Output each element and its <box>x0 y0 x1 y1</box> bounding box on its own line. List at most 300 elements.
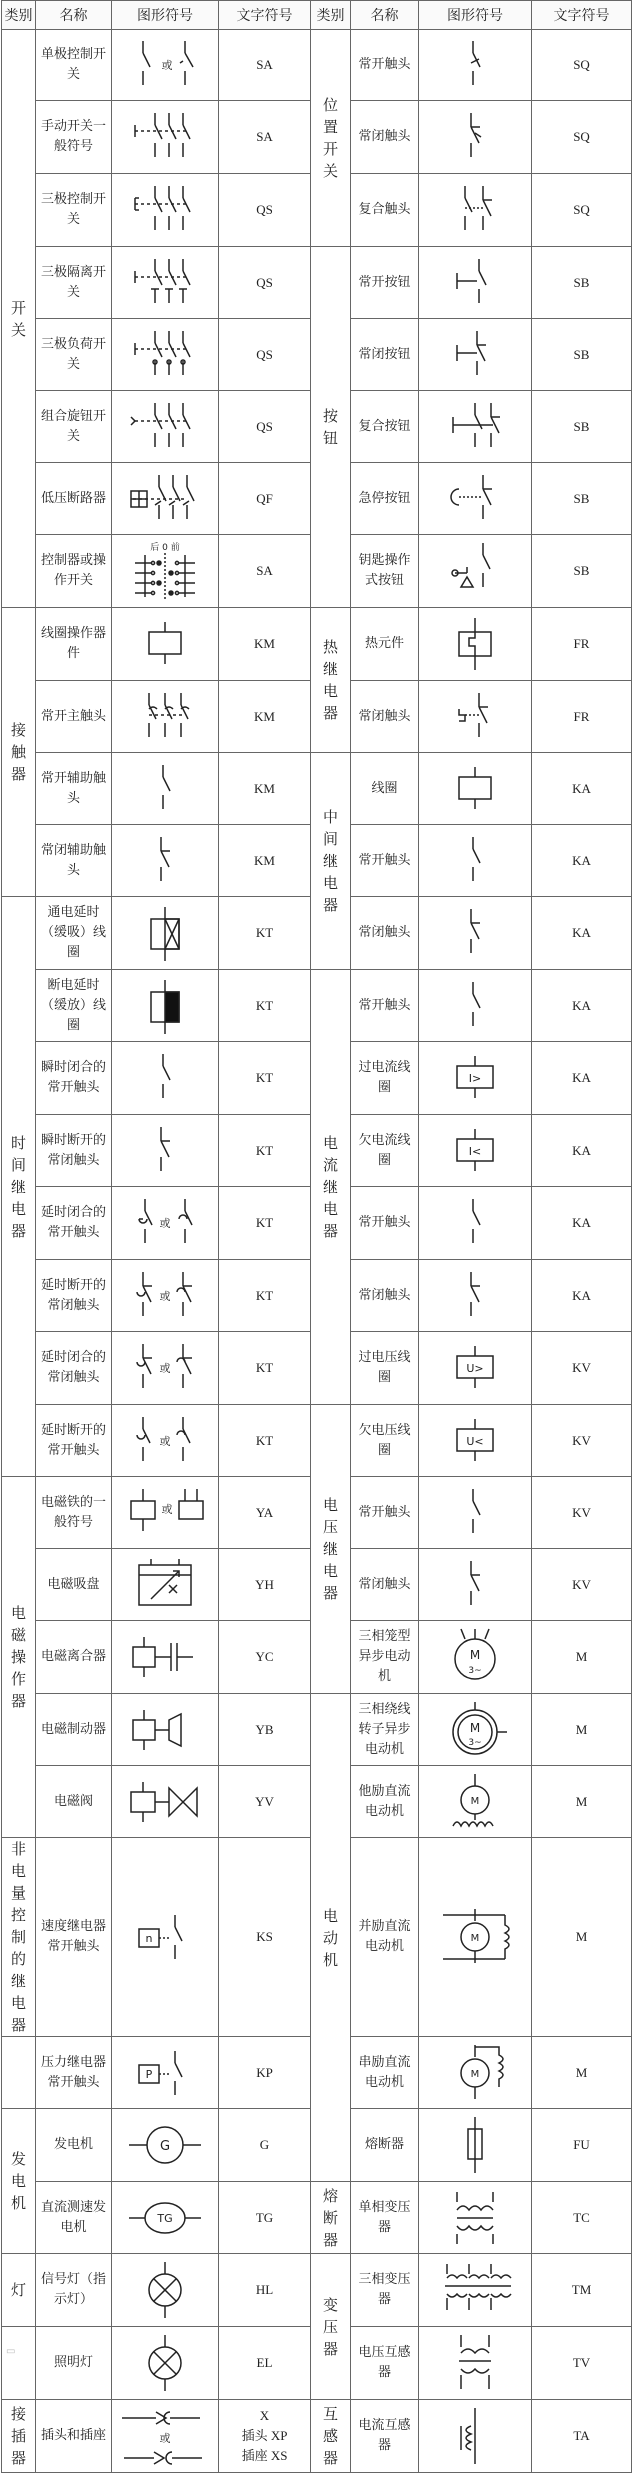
isolating-switch-icon <box>112 253 218 313</box>
right-item-code: KA <box>532 897 632 970</box>
right-item-symbol <box>419 463 532 535</box>
manual-switch-icon <box>112 107 218 167</box>
svg-text:或: 或 <box>159 1434 171 1448</box>
left-item-code: KT <box>219 1187 311 1260</box>
table-row <box>2 1694 632 1766</box>
right-item-code: M <box>532 1694 632 1766</box>
table-row <box>2 2254 632 2327</box>
right-item-code: KV <box>532 1549 632 1621</box>
right-item-symbol <box>419 825 532 897</box>
dc-motor-separate-icon <box>419 1772 531 1832</box>
table-row <box>2 30 632 101</box>
left-category: 发 电 机 <box>2 2109 36 2254</box>
left-item-symbol <box>112 753 219 825</box>
right-item-name: 过电压线圈 <box>351 1332 419 1405</box>
right-item-name: 急停按钮 <box>351 463 419 535</box>
key-button-icon <box>419 541 531 601</box>
right-item-name: 常闭触头 <box>351 681 419 753</box>
current-transformer-icon <box>419 2406 531 2466</box>
left-item-symbol <box>112 825 219 897</box>
right-item-code: M <box>532 1838 632 2037</box>
header-symbol-right: 图形符号 <box>419 1 532 30</box>
left-item-code: QS <box>219 247 311 319</box>
right-item-name: 他励直流电动机 <box>351 1766 419 1838</box>
left-item-code: QS <box>219 174 311 247</box>
left-item-symbol <box>112 319 219 391</box>
nc-contact-icon <box>112 831 218 891</box>
right-item-name: 常闭触头 <box>351 1260 419 1332</box>
no-button-icon <box>419 253 531 313</box>
left-item-code: KT <box>219 1405 311 1477</box>
left-item-code: QF <box>219 463 311 535</box>
table-row <box>2 1405 632 1477</box>
nc-contact-icon <box>419 1266 531 1326</box>
left-item-code: SA <box>219 30 311 101</box>
right-item-symbol <box>419 1042 532 1115</box>
left-item-name: 发电机 <box>36 2109 112 2182</box>
header-category: 类别 <box>2 1 36 30</box>
single-phase-transformer-icon <box>419 2188 531 2248</box>
left-item-code: X 插头 XP 插座 XS <box>219 2400 311 2473</box>
right-item-symbol <box>419 535 532 608</box>
voltage-transformer-icon <box>419 2333 531 2393</box>
svg-text:M: M <box>469 1720 481 1735</box>
right-item-symbol <box>419 2182 532 2254</box>
svg-text:或: 或 <box>159 1362 171 1375</box>
right-item-symbol <box>419 2327 532 2400</box>
left-item-symbol <box>112 1621 219 1694</box>
right-item-name: 常开触头 <box>351 1187 419 1260</box>
right-item-name: 常开触头 <box>351 30 419 101</box>
tachogenerator-icon <box>112 2188 218 2248</box>
header-symbol: 图形符号 <box>112 1 219 30</box>
right-item-symbol <box>419 1260 532 1332</box>
right-item-symbol <box>419 2109 532 2182</box>
right-category: 电 压 继 电 器 <box>311 1405 351 1694</box>
dc-motor-series-icon <box>419 2043 531 2103</box>
left-item-symbol <box>112 535 219 608</box>
left-item-code: KT <box>219 1042 311 1115</box>
svg-text:或: 或 <box>159 1217 171 1230</box>
right-item-code: SB <box>532 463 632 535</box>
right-category: 电 流 继 电 器 <box>311 970 351 1405</box>
coil-icon <box>419 759 531 819</box>
nc-contact-icon <box>419 903 531 963</box>
left-category <box>2 2037 36 2109</box>
left-item-symbol <box>112 2109 219 2182</box>
header-name: 名称 <box>36 1 112 30</box>
right-item-name: 钥匙操作式按钮 <box>351 535 419 608</box>
left-item-name: 瞬时闭合的常开触头 <box>36 1042 112 1115</box>
single-pole-switch-icon <box>112 35 218 95</box>
right-category: 互 感 器 <box>311 2400 351 2473</box>
right-item-name: 复合触头 <box>351 174 419 247</box>
right-item-code: KA <box>532 825 632 897</box>
right-item-name: 电压互感器 <box>351 2327 419 2400</box>
left-item-name: 电磁制动器 <box>36 1694 112 1766</box>
left-item-code: KM <box>219 825 311 897</box>
right-item-code: SQ <box>532 101 632 174</box>
header-code: 文字符号 <box>219 1 311 30</box>
svg-text:U>: U> <box>466 1362 484 1375</box>
right-item-symbol <box>419 174 532 247</box>
svg-text:M: M <box>470 2068 480 2080</box>
emergency-stop-icon <box>419 469 531 529</box>
left-item-code: KP <box>219 2037 311 2109</box>
left-item-code: KT <box>219 1332 311 1405</box>
left-item-symbol <box>112 463 219 535</box>
right-item-name: 欠电压线圈 <box>351 1405 419 1477</box>
left-item-name: 信号灯（指示灯） <box>36 2254 112 2327</box>
solenoid-valve-icon <box>112 1772 218 1832</box>
right-item-symbol <box>419 2400 532 2473</box>
svg-text:I<: I< <box>468 1144 482 1158</box>
undercurrent-coil-icon <box>419 1121 531 1181</box>
svg-text:或: 或 <box>159 2432 171 2445</box>
right-item-symbol <box>419 1621 532 1694</box>
right-item-code: M <box>532 1621 632 1694</box>
right-item-code: TC <box>532 2182 632 2254</box>
right-item-name: 常闭触头 <box>351 1549 419 1621</box>
fuse-icon <box>419 2115 531 2175</box>
left-category: 接 插 器 <box>2 2400 36 2473</box>
left-category: 开 关 <box>2 30 36 608</box>
left-item-symbol <box>112 2327 219 2400</box>
generator-icon <box>112 2115 218 2175</box>
left-item-code: KM <box>219 681 311 753</box>
left-item-name: 照明灯 <box>36 2327 112 2400</box>
left-item-name: 低压断路器 <box>36 463 112 535</box>
left-category: 非 电 量 控 制 的 继 电 器 <box>2 1838 36 2037</box>
compound-button-icon <box>419 397 531 457</box>
svg-text:P: P <box>145 2067 153 2081</box>
right-item-symbol <box>419 1187 532 1260</box>
left-item-name: 三极负荷开关 <box>36 319 112 391</box>
left-item-name: 组合旋钮开关 <box>36 391 112 463</box>
right-item-code: SQ <box>532 30 632 101</box>
left-item-code: QS <box>219 391 311 463</box>
svg-text:TG: TG <box>157 2211 173 2225</box>
table-row <box>2 2400 632 2473</box>
left-item-symbol <box>112 1115 219 1187</box>
rotary-switch-icon <box>112 397 218 457</box>
electromagnet-icon <box>112 1483 218 1543</box>
right-item-code: FR <box>532 608 632 681</box>
right-item-name: 三相笼型异步电动机 <box>351 1621 419 1694</box>
left-item-name: 延时闭合的常开触头 <box>36 1187 112 1260</box>
left-item-symbol <box>112 1405 219 1477</box>
magnetic-clutch-icon <box>112 1627 218 1687</box>
right-item-symbol <box>419 2254 532 2327</box>
left-item-name: 手动开关一般符号 <box>36 101 112 174</box>
left-item-name: 直流测速发电机 <box>36 2182 112 2254</box>
left-item-code: SA <box>219 535 311 608</box>
right-item-name: 线圈 <box>351 753 419 825</box>
right-item-symbol <box>419 1405 532 1477</box>
right-item-name: 欠电流线圈 <box>351 1115 419 1187</box>
left-item-code: YB <box>219 1694 311 1766</box>
header-row <box>2 1 632 30</box>
left-item-name: 断电延时（缓放）线圈 <box>36 970 112 1042</box>
right-item-name: 三相变压器 <box>351 2254 419 2327</box>
magnetic-brake-icon <box>112 1700 218 1760</box>
delay-no-open-icon <box>112 1411 218 1471</box>
left-item-name: 延时断开的常开触头 <box>36 1405 112 1477</box>
right-item-name: 熔断器 <box>351 2109 419 2182</box>
right-item-code: SB <box>532 247 632 319</box>
watermark: ▭ <box>6 2346 16 2357</box>
left-item-name: 通电延时（缓吸）线圈 <box>36 897 112 970</box>
right-item-code: KV <box>532 1405 632 1477</box>
left-item-code: G <box>219 2109 311 2182</box>
svg-text:I>: I> <box>468 1072 482 1085</box>
left-item-symbol <box>112 897 219 970</box>
left-item-name: 三极控制开关 <box>36 174 112 247</box>
right-item-code: KA <box>532 1115 632 1187</box>
on-delay-coil-icon <box>112 903 218 963</box>
undervoltage-coil-icon <box>419 1411 531 1471</box>
right-item-name: 并励直流电动机 <box>351 1838 419 2037</box>
left-item-name: 常闭辅助触头 <box>36 825 112 897</box>
svg-text:或: 或 <box>161 59 173 72</box>
signal-lamp-icon <box>112 2260 218 2320</box>
right-item-symbol <box>419 897 532 970</box>
left-item-code: KM <box>219 753 311 825</box>
right-category: 按 钮 <box>311 247 351 608</box>
left-category: 接 触 器 <box>2 608 36 897</box>
circuit-breaker-icon <box>112 469 218 529</box>
right-item-code: KV <box>532 1477 632 1549</box>
right-item-code: TV <box>532 2327 632 2400</box>
no-contact-icon <box>419 1483 531 1543</box>
left-item-symbol <box>112 1477 219 1549</box>
svg-text:3~: 3~ <box>468 1666 482 1676</box>
svg-text:后 0 前: 后 0 前 <box>150 543 180 553</box>
right-category: 变 压 器 <box>311 2254 351 2400</box>
left-item-name: 电磁离合器 <box>36 1621 112 1694</box>
header-code-right: 文字符号 <box>532 1 632 30</box>
left-item-symbol <box>112 247 219 319</box>
left-item-code: YH <box>219 1549 311 1621</box>
right-category: 位 置 开 关 <box>311 30 351 247</box>
left-item-name: 线圈操作器件 <box>36 608 112 681</box>
left-item-code: HL <box>219 2254 311 2327</box>
left-item-symbol <box>112 1260 219 1332</box>
left-category: 电 磁 操 作 器 <box>2 1477 36 1838</box>
left-category: 灯 <box>2 2254 36 2327</box>
right-item-code: TM <box>532 2254 632 2327</box>
svg-text:M: M <box>470 1795 480 1807</box>
right-item-code: M <box>532 1766 632 1838</box>
right-item-code: KA <box>532 970 632 1042</box>
right-item-name: 三相绕线转子异步电动机 <box>351 1694 419 1766</box>
right-item-symbol <box>419 1694 532 1766</box>
left-category: 时 间 继 电 器 <box>2 897 36 1477</box>
left-item-symbol <box>112 1838 219 2037</box>
left-item-code: TG <box>219 2182 311 2254</box>
left-item-name: 延时闭合的常闭触头 <box>36 1332 112 1405</box>
left-item-name: 压力继电器常开触头 <box>36 2037 112 2109</box>
plug-socket-icon <box>112 2404 218 2468</box>
left-category <box>2 2327 36 2400</box>
right-item-symbol <box>419 753 532 825</box>
left-item-code: QS <box>219 319 311 391</box>
left-item-symbol <box>112 681 219 753</box>
nc-button-icon <box>419 325 531 385</box>
header-name-right: 名称 <box>351 1 419 30</box>
table-row <box>2 2182 632 2254</box>
left-item-code: YC <box>219 1621 311 1694</box>
thermal-element-icon <box>419 614 531 674</box>
main-contact-icon <box>112 687 218 747</box>
right-item-code: KA <box>532 1187 632 1260</box>
right-item-symbol <box>419 1838 532 2037</box>
table-row <box>2 247 632 319</box>
symbol-table <box>1 0 632 2473</box>
limit-compound-icon <box>419 180 531 240</box>
right-item-name: 电流互感器 <box>351 2400 419 2473</box>
right-item-code: M <box>532 2037 632 2109</box>
svg-text:n: n <box>145 1932 153 1945</box>
right-item-symbol <box>419 970 532 1042</box>
right-item-code: KA <box>532 753 632 825</box>
right-item-code: SB <box>532 391 632 463</box>
right-item-name: 热元件 <box>351 608 419 681</box>
left-item-name: 电磁阀 <box>36 1766 112 1838</box>
wound-motor-icon <box>419 1700 531 1760</box>
thermal-nc-icon <box>419 687 531 747</box>
no-contact-icon <box>419 976 531 1036</box>
table-row <box>2 753 632 825</box>
right-item-name: 常开触头 <box>351 825 419 897</box>
left-item-symbol <box>112 1332 219 1405</box>
right-item-code: FU <box>532 2109 632 2182</box>
right-item-symbol <box>419 30 532 101</box>
overvoltage-coil-icon <box>419 1338 531 1398</box>
left-item-name: 插头和插座 <box>36 2400 112 2473</box>
left-item-name: 电磁铁的一般符号 <box>36 1477 112 1549</box>
right-category: 中 间 继 电 器 <box>311 753 351 970</box>
left-item-symbol <box>112 2254 219 2327</box>
right-item-name: 单相变压器 <box>351 2182 419 2254</box>
no-contact-icon <box>112 1048 218 1108</box>
right-item-symbol <box>419 319 532 391</box>
speed-relay-icon <box>112 1907 218 1967</box>
coil-icon <box>112 614 218 674</box>
left-item-symbol <box>112 30 219 101</box>
right-category: 电 动 机 <box>311 1694 351 2182</box>
left-item-name: 瞬时断开的常闭触头 <box>36 1115 112 1187</box>
nc-contact-icon <box>112 1121 218 1181</box>
overcurrent-coil-icon <box>419 1048 531 1108</box>
no-contact-icon <box>419 1193 531 1253</box>
left-item-name: 三极隔离开关 <box>36 247 112 319</box>
no-contact-icon <box>419 831 531 891</box>
left-item-code: KT <box>219 970 311 1042</box>
right-item-code: KA <box>532 1042 632 1115</box>
nc-contact-icon <box>419 1555 531 1615</box>
lamp-icon <box>112 2333 218 2393</box>
pressure-relay-icon <box>112 2043 218 2103</box>
svg-text:M: M <box>470 1933 480 1944</box>
svg-text:或: 或 <box>161 1502 173 1516</box>
right-item-symbol <box>419 681 532 753</box>
motor-icon <box>419 1627 531 1687</box>
left-item-symbol <box>112 2037 219 2109</box>
right-item-name: 常闭触头 <box>351 101 419 174</box>
right-item-name: 常闭按钮 <box>351 319 419 391</box>
left-item-symbol <box>112 1549 219 1621</box>
right-item-symbol <box>419 608 532 681</box>
right-item-name: 串励直流电动机 <box>351 2037 419 2109</box>
left-item-symbol <box>112 174 219 247</box>
svg-text:3~: 3~ <box>468 1737 482 1748</box>
left-item-code: KM <box>219 608 311 681</box>
right-item-code: SB <box>532 535 632 608</box>
right-item-symbol <box>419 1332 532 1405</box>
left-item-code: YA <box>219 1477 311 1549</box>
right-item-name: 常闭触头 <box>351 897 419 970</box>
magnetic-chuck-icon <box>112 1555 218 1615</box>
right-item-name: 过电流线圈 <box>351 1042 419 1115</box>
left-item-code: YV <box>219 1766 311 1838</box>
right-item-symbol <box>419 1115 532 1187</box>
right-item-code: FR <box>532 681 632 753</box>
left-item-name: 常开辅助触头 <box>36 753 112 825</box>
right-item-code: TA <box>532 2400 632 2473</box>
left-item-symbol <box>112 608 219 681</box>
right-item-symbol <box>419 1766 532 1838</box>
left-item-symbol <box>112 1187 219 1260</box>
right-item-name: 常开触头 <box>351 970 419 1042</box>
header-category-right: 类别 <box>311 1 351 30</box>
right-item-code: SB <box>532 319 632 391</box>
right-category: 热 继 电 器 <box>311 608 351 753</box>
right-item-code: SQ <box>532 174 632 247</box>
left-item-name: 电磁吸盘 <box>36 1549 112 1621</box>
svg-text:G: G <box>159 2139 171 2154</box>
right-item-symbol <box>419 247 532 319</box>
right-item-name: 常开触头 <box>351 1477 419 1549</box>
limit-nc-icon <box>419 107 531 167</box>
limit-no-icon <box>419 35 531 95</box>
left-item-name: 延时断开的常闭触头 <box>36 1260 112 1332</box>
left-item-name: 速度继电器常开触头 <box>36 1838 112 2037</box>
delay-nc-contact-icon <box>112 1266 218 1326</box>
left-item-code: EL <box>219 2327 311 2400</box>
controller-switch-icon <box>112 541 218 601</box>
no-contact-icon <box>112 759 218 819</box>
right-item-symbol <box>419 391 532 463</box>
table-row <box>2 970 632 1042</box>
right-item-symbol <box>419 1549 532 1621</box>
left-item-symbol <box>112 2400 219 2473</box>
delay-nc-close-icon <box>112 1338 218 1398</box>
left-item-symbol <box>112 101 219 174</box>
right-category: 熔 断 器 <box>311 2182 351 2254</box>
svg-text:或: 或 <box>159 1289 171 1303</box>
left-item-symbol <box>112 1694 219 1766</box>
left-item-symbol <box>112 1042 219 1115</box>
left-item-name: 控制器或操作开关 <box>36 535 112 608</box>
load-switch-icon <box>112 325 218 385</box>
svg-text:U<: U< <box>466 1434 484 1448</box>
three-phase-transformer-icon <box>419 2260 531 2320</box>
right-item-symbol <box>419 101 532 174</box>
left-item-symbol <box>112 970 219 1042</box>
table-row <box>2 608 632 681</box>
right-item-symbol <box>419 1477 532 1549</box>
